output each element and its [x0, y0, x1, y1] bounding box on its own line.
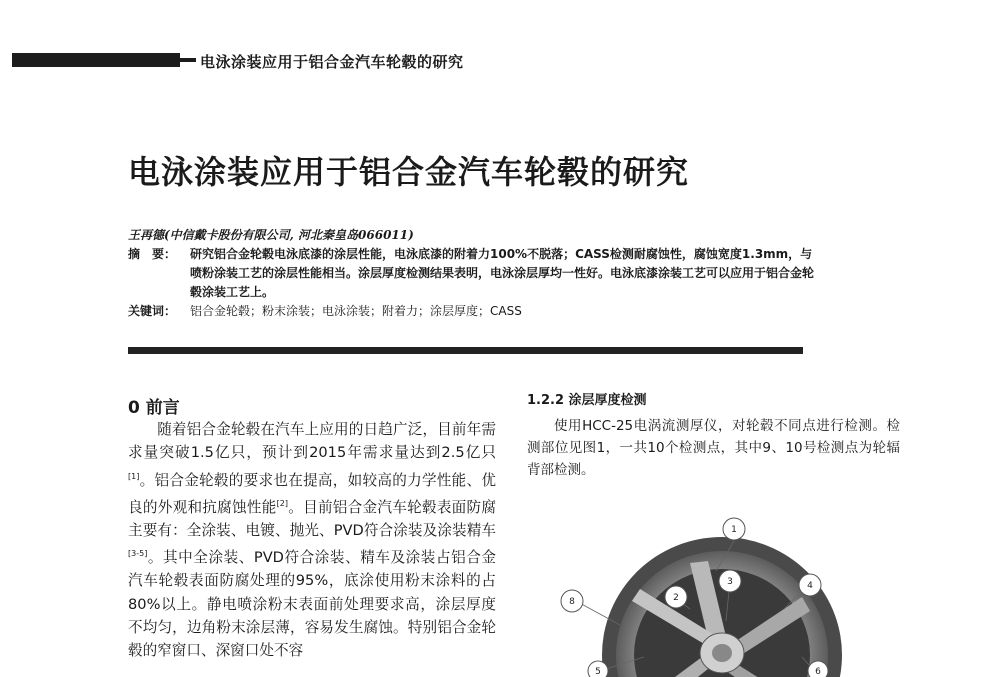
abstract-label: 摘 要：: [128, 247, 177, 261]
section-heading-intro: 0 前言: [128, 398, 180, 418]
citation-1: [1]: [128, 471, 140, 481]
callout-label: 6: [815, 667, 821, 677]
intro-paragraph: 随着铝合金轮毂在汽车上应用的日趋广泛，目前年需求量突破1.5亿只，预计到2015年需求量达到2.5亿只[1]。铝合金轮毂的要求也在提高，如较高的力学性能、优良的外观和抗腐蚀性能[2]。目前铝合金汽车轮毂表面防腐主要有：全涂装、电镀、抛光、PVD符合涂装及涂装精车[3-5]。其中全涂装、PVD符合涂装、精车及涂装占铝合金汽车轮毂表面防腐处理的95%，底涂使用粉末涂料的占80%以上。静电喷涂粉末表面前处理要求高，涂层厚度不均匀，边角粉末涂层薄，容易发生腐蚀。特别铝合金轮毂的窄窗口、深窗口处不容: [128, 421, 496, 660]
callout-label: 3: [727, 577, 733, 587]
running-title: 电泳涂装应用于铝合金汽车轮毂的研究: [200, 53, 464, 71]
header-rule: [180, 58, 196, 62]
thickness-paragraph: 使用HCC-25电涡流测厚仪，对轮毂不同点进行检测。检测部位见图1，一共10个检测点，其中9、10号检测点为轮辐背部检测。: [527, 418, 900, 478]
callout-label: 4: [807, 581, 813, 591]
callout-label: 2: [673, 593, 679, 603]
abstract-text: 研究铝合金轮毂电泳底漆的涂层性能，电泳底漆的附着力100%不脱落；CASS检测耐腐蚀性，腐蚀宽度1.3mm，与喷粉涂装工艺的涂层性能相当。涂层厚度检测结果表明，电泳涂层厚均一性好。电泳底漆涂装工艺可以应用于铝合金轮毂涂装工艺上。: [190, 247, 815, 299]
section-divider: [128, 347, 803, 354]
subsection-heading: 1.2.2 涂层厚度检测: [527, 393, 647, 408]
citation-3: [3-5]: [128, 549, 148, 559]
author-affiliation: 王再德(中信戴卡股份有限公司, 河北秦皇岛066011): [128, 228, 414, 242]
keywords-label: 关键词：: [128, 304, 177, 318]
callout-label: 5: [595, 667, 601, 677]
citation-2: [2]: [276, 498, 288, 508]
wheel-figure: [540, 505, 860, 677]
callout-label: 8: [569, 597, 575, 607]
paper-title: 电泳涂装应用于铝合金汽车轮毂的研究: [128, 153, 690, 191]
hub-cap: [712, 644, 732, 662]
header-bar: [12, 53, 180, 67]
callout-label: 1: [731, 525, 737, 535]
keywords-text: 铝合金轮毂；粉末涂装；电泳涂装；附着力；涂层厚度；CASS: [190, 304, 522, 318]
